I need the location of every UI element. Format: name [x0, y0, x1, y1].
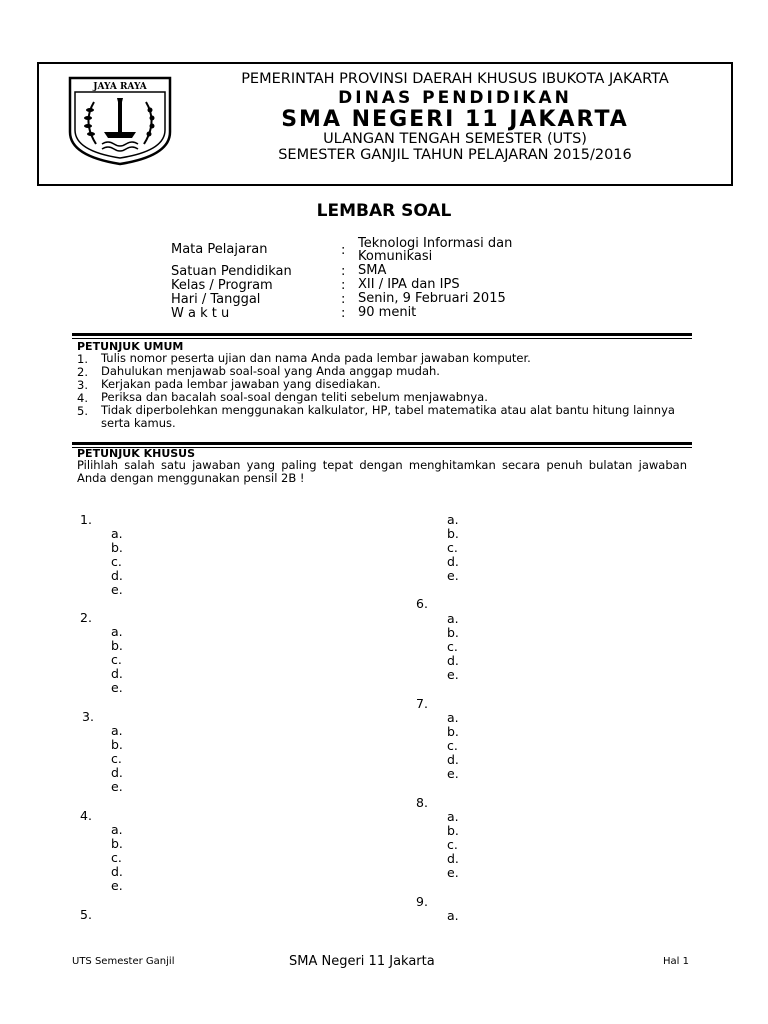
- header-school-name: SMA NEGERI 11 JAKARTA: [281, 107, 629, 132]
- info-value: Teknologi Informasi dan Komunikasi: [358, 236, 513, 264]
- answer-option: e.: [447, 568, 459, 583]
- info-value: XII / IPA dan IPS: [358, 277, 460, 292]
- info-colon: :: [341, 243, 346, 258]
- info-colon: :: [341, 292, 346, 307]
- answer-option: c.: [447, 837, 458, 852]
- answer-option: c.: [447, 540, 458, 555]
- page-title: LEMBAR SOAL: [316, 201, 452, 221]
- answer-option: a.: [111, 624, 123, 639]
- question-number: 7.: [416, 696, 428, 711]
- info-colon: :: [341, 264, 346, 279]
- answer-option: b.: [447, 823, 459, 838]
- answer-option: e.: [447, 766, 459, 781]
- answer-option: d.: [447, 851, 459, 866]
- question-number: 3.: [82, 709, 94, 724]
- answer-option: b.: [447, 526, 459, 541]
- answer-option: a.: [111, 822, 123, 837]
- answer-option: a.: [447, 710, 459, 725]
- answer-option: d.: [447, 752, 459, 767]
- header-department: DINAS PENDIDIKAN: [338, 88, 572, 108]
- general-instructions-title: PETUNJUK UMUM: [77, 340, 184, 353]
- answer-option: a.: [447, 611, 459, 626]
- answer-option: a.: [447, 809, 459, 824]
- answer-option: b.: [111, 638, 123, 653]
- divider: [72, 442, 692, 445]
- answer-option: d.: [111, 666, 123, 681]
- divider: [72, 338, 692, 339]
- answer-option: b.: [447, 625, 459, 640]
- info-label: Hari / Tanggal: [171, 292, 261, 307]
- question-number: 2.: [80, 610, 92, 625]
- answer-option: d.: [111, 864, 123, 879]
- answer-option: d.: [111, 568, 123, 583]
- logo-text: JAYA RAYA: [93, 82, 147, 92]
- answer-option: a.: [111, 723, 123, 738]
- answer-option: d.: [447, 554, 459, 569]
- footer-center: SMA Negeri 11 Jakarta: [289, 954, 435, 969]
- question-number: 5.: [80, 907, 92, 922]
- answer-option: e.: [111, 878, 123, 893]
- answer-option: a.: [447, 512, 459, 527]
- question-number: 4.: [80, 808, 92, 823]
- answer-option: b.: [111, 737, 123, 752]
- footer-left: UTS Semester Ganjil: [72, 956, 175, 967]
- answer-option: b.: [111, 836, 123, 851]
- footer-page-number: Hal 1: [663, 956, 689, 967]
- special-instructions-title: PETUNJUK KHUSUS: [77, 447, 196, 460]
- answer-option: c.: [111, 554, 122, 569]
- question-number: 6.: [416, 596, 428, 611]
- answer-option: c.: [447, 738, 458, 753]
- answer-option: a.: [111, 526, 123, 541]
- header-government: PEMERINTAH PROVINSI DAERAH KHUSUS IBUKOTA JAKARTA: [241, 71, 669, 87]
- info-value: SMA: [358, 263, 387, 278]
- answer-option: b.: [447, 724, 459, 739]
- info-value: Senin, 9 Februari 2015: [358, 291, 506, 306]
- answer-option: c.: [111, 652, 122, 667]
- info-label: W a k t u: [171, 306, 230, 321]
- answer-option: c.: [111, 751, 122, 766]
- jaya-raya-emblem-icon: [66, 72, 174, 166]
- question-number: 8.: [416, 795, 428, 810]
- answer-option: d.: [447, 653, 459, 668]
- answer-option: e.: [111, 779, 123, 794]
- info-label: Mata Pelajaran: [171, 242, 268, 257]
- answer-option: c.: [447, 639, 458, 654]
- header-semester: SEMESTER GANJIL TAHUN PELAJARAN 2015/2016: [278, 147, 632, 163]
- info-label: Kelas / Program: [171, 278, 273, 293]
- answer-option: e.: [111, 680, 123, 695]
- info-label: Satuan Pendidikan: [171, 264, 292, 279]
- answer-option: b.: [111, 540, 123, 555]
- answer-option: c.: [111, 850, 122, 865]
- answer-option: e.: [111, 582, 123, 597]
- info-value: 90 menit: [358, 305, 417, 320]
- answer-option: e.: [447, 667, 459, 682]
- answer-option: a.: [447, 908, 459, 923]
- info-colon: :: [341, 278, 346, 293]
- answer-option: d.: [111, 765, 123, 780]
- divider: [72, 333, 692, 336]
- question-number: 1.: [80, 512, 92, 527]
- info-colon: :: [341, 306, 346, 321]
- question-number: 9.: [416, 894, 428, 909]
- answer-option: e.: [447, 865, 459, 880]
- special-instructions-text: Pilihlah salah satu jawaban yang paling tepat dengan menghitamkan secara penuh bulatan jawaban Anda dengan menggunakan pensil 2B !: [77, 458, 687, 485]
- header-exam-name: ULANGAN TENGAH SEMESTER (UTS): [323, 131, 587, 147]
